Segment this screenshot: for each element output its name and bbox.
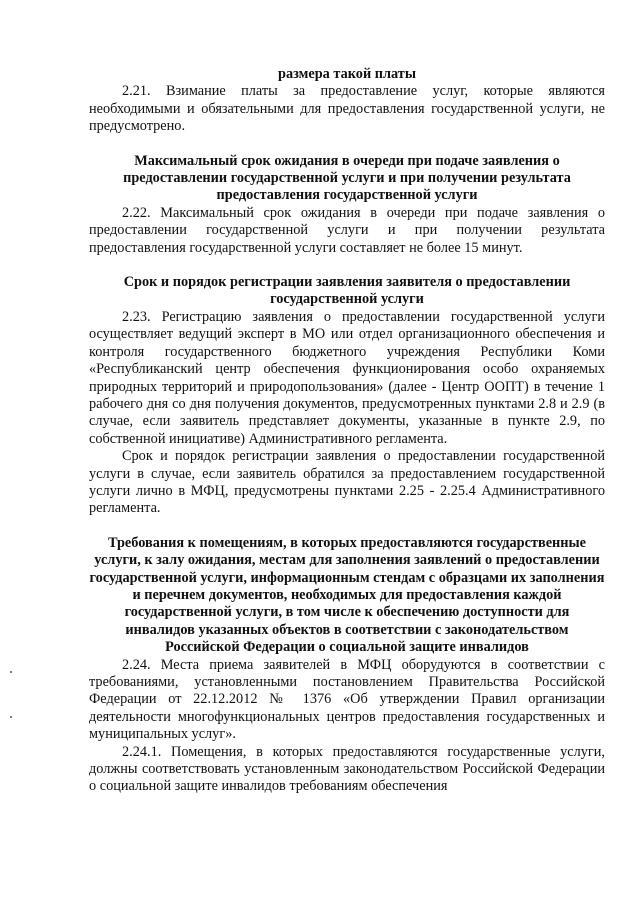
continuation-heading: размера такой платы — [278, 66, 416, 82]
scan-mark — [10, 716, 12, 718]
section-heading-premises: Требования к помещениям, в которых предоставляются государственные услуги, к залу ожидания, местам для заполнения заявлений о предоставлении государственной услуги, информационным стендам с образцами их заполнения и перечнем документов, необходимых для предоставления каждой государственной услуги, в том числе к обеспечению доступности для инвалидов указанных объектов в соответствии с законодательством Российской Федерации о социальной защите инвалидов — [89, 534, 605, 656]
paragraph-2-24: 2.24. Места приема заявителей в МФЦ оборудуются в соответствии с требованиями, установленными постановлением Правительства Российской Федерации от 22.12.2012 № 1376 «Об утверждении Правил организации деятельности многофункциональных центров предоставления государственных и муниципальных услуг». — [89, 656, 605, 743]
section-heading-registration: Срок и порядок регистрации заявления заявителя о предоставлении государственной услуги — [123, 274, 571, 308]
paragraph-2-24-1: 2.24.1. Помещения, в которых предоставляются государственные услуги, должны соответствовать установленным законодательством Российской Федерации о социальной защите инвалидов требованиям обеспечения — [89, 743, 605, 795]
paragraph-2-21: 2.21. Взимание платы за предоставление услуг, которые являются необходимыми и обязательными для предоставления государственной услуги, не предусмотрено. — [89, 83, 605, 135]
document-body — [89, 66, 605, 796]
paragraph-2-22: 2.22. Максимальный срок ожидания в очереди при подаче заявления о предоставлении государственной услуги и при получении результата предоставления государственной услуги составляет не более 15 минут. — [89, 204, 605, 256]
section-heading-wait-time: Максимальный срок ожидания в очереди при подаче заявления о предоставлении государственной услуги и при получении результата предоставления государственной услуги — [123, 152, 571, 204]
scan-mark — [10, 671, 12, 673]
paragraph-2-23: 2.23. Регистрацию заявления о предоставлении государственной услуги осуществляет ведущий эксперт в МО или отдел организационного обеспечения и контроля государственного бюджетного учреждения Республики Коми «Республиканский центр обеспечения функционирования особо охраняемых природных территорий и природопользования» (далее - Центр ООПТ) в течение 1 рабочего дня со дня получения документов, предусмотренных пунктами 2.8 и 2.9 (в случае, если заявитель представляет документы, указанные в пункте 2.9, по собственной инициативе) Административного регламента. — [89, 308, 605, 447]
paragraph-2-23-continued: Срок и порядок регистрации заявления о предоставлении государственной услуги в случае, если заявитель обратился за предоставлением государственной услуги лично в МФЦ, предусмотрены пунктами 2.25 - 2.25.4 Административного регламента. — [89, 448, 605, 517]
